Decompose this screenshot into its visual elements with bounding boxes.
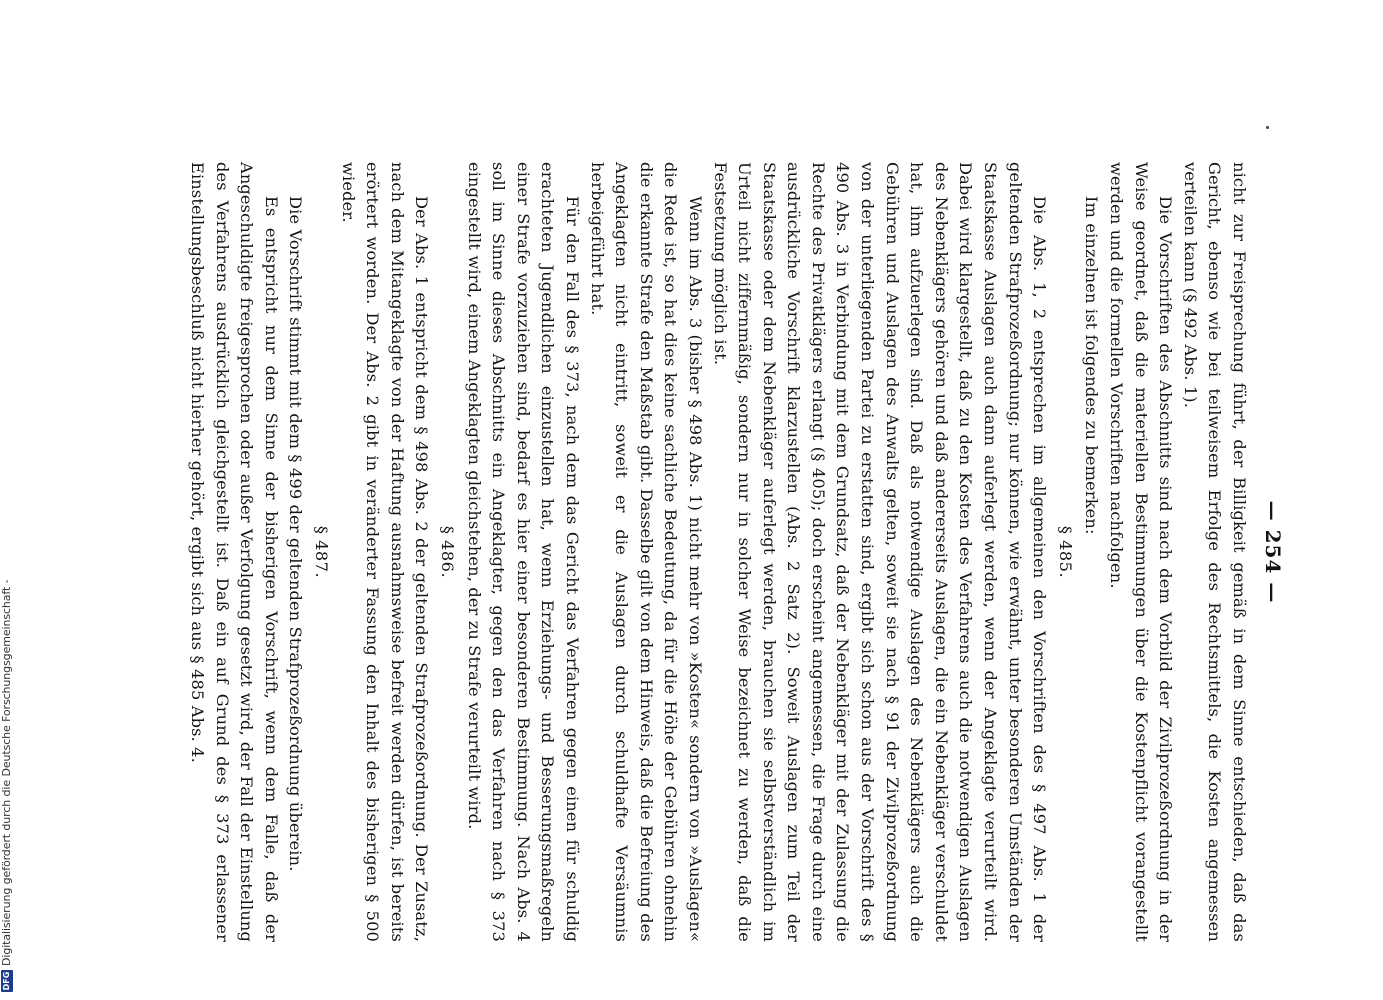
dfg-logo-icon: DFG	[2, 971, 11, 991]
section-heading-486: § 486.	[438, 525, 457, 579]
paragraph-5: Wenn im Abs. 3 (bisher § 498 Abs. 1) nicht mehr von »Kosten« sondern von »Auslagen« die Rede ist, so hat dies keine sachliche Bedeutung, da für die Höhe der Gebühren ohnehin die erkannte Strafe den Maßstab gibt. Dasselbe gilt von dem Hinweis, daß die Befreiung des Angeklagten nicht eintritt, soweit er die Auslagen durch schuldhafte Versäumnis herbeigeführt hat.	[587, 162, 705, 942]
section-heading-485: § 485.	[1055, 525, 1075, 579]
page-text	[184, 162, 1287, 942]
paragraph-7: Der Abs. 1 entspricht dem § 498 Abs. 2 der geltenden Strafprozeßordnung. Der Zusatz, nach dem Mitangeklagte von der Haftung ausnahmsweise befreit werden dürfen, ist bereits erörtert worden. Der Abs. 2 gibt in veränderter Fassung den Inhalt des bisherigen § 500 wieder.	[338, 162, 432, 942]
page-number: — 254 —	[1261, 500, 1285, 604]
paragraph-8: Die Vorschrift stimmt mit dem § 499 der geltenden Strafprozeßordnung überein.	[286, 196, 306, 872]
paragraph-3: Im einzelnen ist folgendes zu bemerken:	[1082, 196, 1102, 535]
paragraph-6: Für den Fall des § 373, nach dem das Gericht das Verfahren gegen einen für schuldig erachteten Jugendlichen einzustellen hat, wenn Erziehungs- und Besserungsmaßregeln einer Strafe vorzuziehen sind, bedarf es hier einer besonderen Bestimmung. Nach Abs. 4 soll im Sinne dieses Abschnitts ein Angeklagter, gegen den das Verfahren nach § 373 eingestellt wird, einem Angeklagten gleichstehen, der zu Strafe verurteilt wird.	[464, 162, 582, 942]
section-heading-487: § 487.	[312, 525, 332, 579]
paragraph-1: nicht zur Freisprechung führt, der Billigkeit gemäß in dem Sinne entschieden, daß das Gericht, ebenso wie bei teilweisem Erfolge des Rechtsmittels, die Kosten angemessen verteilen kann (§ 492 Abs. 1).	[1180, 162, 1249, 942]
paragraph-9: Es entspricht nur dem Sinne der bisherigen Vorschrift, wenn dem Falle, daß der Angeschuldigte freigesprochen oder außer Verfolgung gesetzt wird, der Fall der Einstellung des Verfahrens ausdrücklich gleichgestellt ist. Daß ein auf Grund des § 373 erlassener Einstellungsbeschluß nicht hierher gehört, ergibt sich aus § 485 Abs. 4.	[188, 162, 281, 942]
stamp-text: Digitalisierung gefördert durch die Deutsche Forschungsgemeinschaft -	[0, 579, 13, 966]
paragraph-2: Die Vorschriften des Abschnitts sind nach dem Vorbild der Zivilprozeßordnung in der Weise geordnet, daß die materiellen Bestimmungen über die Kostenpflicht vorangestellt werden und die formellen Vorschriften nachfolgen.	[1107, 162, 1176, 942]
paragraph-4: Die Abs. 1, 2 entsprechen im allgemeinen den Vorschriften des § 497 Abs. 1 der geltenden Strafprozeßordnung; nur können, wie erwähnt, unter besonderen Umständen der Staatskasse Auslagen auch dann auferlegt werden, wenn der Angeklagte verurteilt wird. Dabei wird klargestellt, daß zu den Kosten des Verfahrens auch die notwendigen Auslagen des Nebenklägers gehören und daß andererseits Auslagen, die ein Nebenkläger verschuldet hat, ihm aufzuerlegen sind. Daß als notwendige Auslagen des Nebenklägers auch die Gebühren und Auslagen des Anwalts gelten, soweit sie nach § 91 der Zivilprozeßordnung von der unterliegenden Partei zu erstatten sind, ergibt sich schon aus der Vorschrift des § 490 Abs. 3 in Verbindung mit dem Grundsatz, daß der Nebenkläger mit der Zulassung die Rechte des Privatklägers erlangt (§ 405); doch erscheint angemessen, die Frage durch eine ausdrückliche Vorschrift klarzustellen (Abs. 2 Satz 2). Soweit Auslagen zum Teil der Staatskasse oder dem Nebenkläger auferlegt werden, brauchen sie selbstverständlich im Urteil nicht ziffernmäßig, sondern nur in solcher Weise bezeichnet zu werden, daß die Festsetzung möglich ist.	[710, 162, 1050, 942]
